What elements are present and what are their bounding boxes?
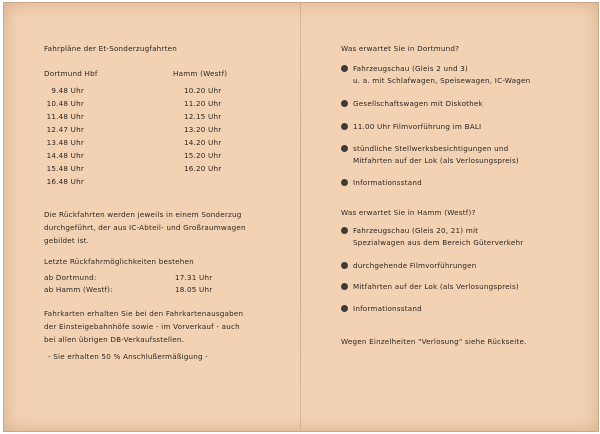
arrival-time: 14.20 Uhr: [184, 138, 222, 147]
dortmund-item: Mitfahrten auf der Lok (als Verlosungspreis): [353, 156, 519, 165]
dortmund-heading: Was erwartet Sie in Dortmund?: [341, 44, 460, 53]
departure-time: 9.48 Uhr: [51, 86, 84, 95]
bullet-icon: [341, 100, 348, 107]
dortmund-item: Gesellschaftswagen mit Diskothek: [353, 99, 483, 108]
hamm-item: Mitfahrten auf der Lok (als Verlosungspreis): [353, 282, 519, 291]
bullet-icon: [341, 283, 348, 290]
center-fold: [300, 2, 301, 430]
bullet-icon: [341, 123, 348, 130]
departure-time: 11.48 Uhr: [46, 112, 84, 121]
footer-note: Wegen Einzelheiten "Verlosung" siehe Rückseite.: [341, 337, 527, 346]
arrival-time: 16.20 Uhr: [184, 164, 222, 173]
column-header-dortmund: Dortmund Hbf: [44, 69, 98, 78]
hamm-item: Informationsstand: [353, 304, 422, 313]
return-info-line: Die Rückfahrten werden jeweils in einem Sonderzug: [44, 210, 242, 219]
last-return-heading: Letzte Rückfahrmöglichkeiten bestehen: [44, 257, 194, 266]
last-return-dortmund-label: ab Dortmund:: [44, 273, 97, 282]
departure-time: 10.48 Uhr: [46, 99, 84, 108]
arrival-time: 10.20 Uhr: [184, 86, 222, 95]
dortmund-item: 11.00 Uhr Filmvorführung im BALI: [353, 122, 482, 131]
departure-time: 16.48 Uhr: [46, 177, 84, 186]
column-header-hamm: Hamm (Westf): [173, 69, 228, 78]
departure-time: 15.48 Uhr: [46, 164, 84, 173]
dortmund-item: stündliche Stellwerksbesichtigungen und: [353, 144, 509, 153]
bullet-icon: [341, 305, 348, 312]
bullet-icon: [341, 145, 348, 152]
departure-time: 14.48 Uhr: [46, 151, 84, 160]
hamm-item: Fahrzeugschau (Gleis 20, 21) mit: [353, 226, 479, 235]
tickets-info-line: Fahrkarten erhalten Sie bei den Fahrkartenausgaben: [44, 309, 244, 318]
arrival-time: 11.20 Uhr: [184, 99, 222, 108]
hamm-item: Spezialwagen aus dem Bereich Güterverkehr: [353, 238, 524, 247]
tickets-info-line: bei allen übrigen DB-Verkaufsstellen.: [44, 335, 185, 344]
discount-note: - Sie erhalten 50 % Anschlußermäßigung -: [48, 352, 209, 361]
return-info-line: gebildet ist.: [44, 236, 90, 245]
last-return-dortmund-time: 17.31 Uhr: [175, 273, 213, 282]
schedule-title: Fahrpläne der Et-Sonderzugfahrten: [44, 44, 177, 53]
hamm-heading: Was erwartet Sie in Hamm (Westf)?: [341, 208, 476, 217]
hamm-item: durchgehende Filmvorführungen: [353, 261, 477, 270]
arrival-time: 12.15 Uhr: [184, 112, 222, 121]
bullet-icon: [341, 262, 348, 269]
tickets-info-line: der Einsteigebahnhöfe sowie - im Vorverkauf - auch: [44, 322, 240, 331]
bullet-icon: [341, 227, 348, 234]
dortmund-item: u. a. mit Schlafwagen, Speisewagen, IC-Wagen: [353, 76, 531, 85]
bullet-icon: [341, 65, 348, 72]
last-return-hamm-label: ab Hamm (Westf):: [44, 285, 113, 294]
arrival-time: 15.20 Uhr: [184, 151, 222, 160]
dortmund-item: Informationsstand: [353, 178, 422, 187]
return-info-line: durchgeführt, der aus IC-Abteil- und Großraumwagen: [44, 223, 246, 232]
departure-time: 12.47 Uhr: [46, 125, 84, 134]
departure-time: 13.48 Uhr: [46, 138, 84, 147]
last-return-hamm-time: 18.05 Uhr: [175, 285, 213, 294]
arrival-time: 13.20 Uhr: [184, 125, 222, 134]
dortmund-item: Fahrzeugschau (Gleis 2 und 3): [353, 64, 469, 73]
bullet-icon: [341, 179, 348, 186]
